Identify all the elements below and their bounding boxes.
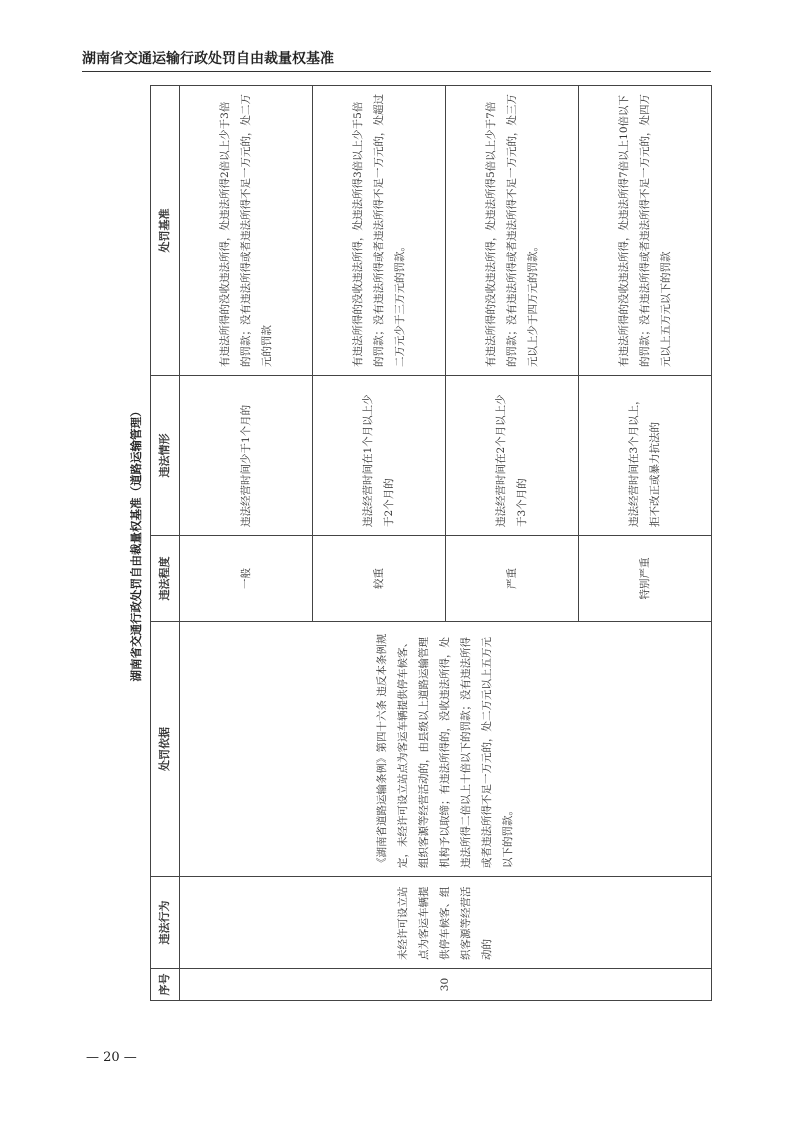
header-basis: 处罚依据: [151, 622, 180, 877]
circumstance-cell: 违法经营时间在2个月以上少于3个月的: [446, 376, 579, 536]
table-caption: 湖南省交通行政处罚自由裁量权基准（道路运输管理）: [129, 405, 143, 682]
degree-cell: 严重: [446, 536, 579, 622]
degree-cell: 特别严重: [579, 536, 712, 622]
table-row: [180, 86, 313, 1001]
entry-number: 30: [180, 969, 712, 1001]
degree-cell: 较重: [313, 536, 446, 622]
circumstance-cell: 违法经营时间少于1个月的: [180, 376, 313, 536]
page-number: — 20 —: [86, 1050, 137, 1065]
circumstance-cell: 违法经营时间在1个月以上少于2个月的: [313, 376, 446, 536]
standard-cell: 有违法所得的没收违法所得，处违法所得2倍以上少于3倍的罚款；没有违法所得或者违法所得不足一万元的，处二万元的罚款: [180, 86, 313, 376]
standard-cell: 有违法所得的没收违法所得，处违法所得3倍以上少于5倍的罚款；没有违法所得或者违法所得不足一万元的，处超过二万元少于三万元的罚款。: [313, 86, 446, 376]
header-act: 违法行为: [151, 877, 180, 969]
standard-cell: 有违法所得的没收违法所得，处违法所得5倍以上少于7倍的罚款；没有违法所得或者违法所得不足一万元的，处三万元以上少于四万元的罚款。: [446, 86, 579, 376]
rotated-table-container: [122, 86, 712, 1001]
running-header: 湖南省交通运输行政处罚自由裁量权基准: [82, 51, 334, 67]
header-circumstance: 违法情形: [151, 376, 180, 536]
header-no: 序号: [151, 969, 180, 1001]
header-standard: 处罚基准: [151, 86, 180, 376]
standard-cell: 有违法所得的没收违法所得，处违法所得7倍以上10倍以下的罚款；没有违法所得或者违法所得不足一万元的，处四万元以上五万元以下的罚款: [579, 86, 712, 376]
table-header-row: [151, 86, 180, 1001]
header-rule: [82, 71, 711, 72]
circumstance-cell: 违法经营时间在3个月以上，拒不改正或暴力抗法的: [579, 376, 712, 536]
degree-cell: 一般: [180, 536, 313, 622]
header-degree: 违法程度: [151, 536, 180, 622]
entry-basis: 《湖南省道路运输条例》第四十六条 违反本条例规定，未经许可设立站点为客运车辆提供停车候客、组织客源等经营活动的，由县级以上道路运输管理机构予以取缔；有违法所得的，没收违法所得，处违法所得二倍以上十倍以下的罚款；没有违法所得或者违法所得不足一万元的，处二万元以上五万元以下的罚款。: [180, 622, 712, 877]
discretion-table: [150, 85, 712, 1001]
entry-act: 未经许可设立站点为客运车辆提供停车候客、组织客源等经营活动的: [180, 877, 712, 969]
